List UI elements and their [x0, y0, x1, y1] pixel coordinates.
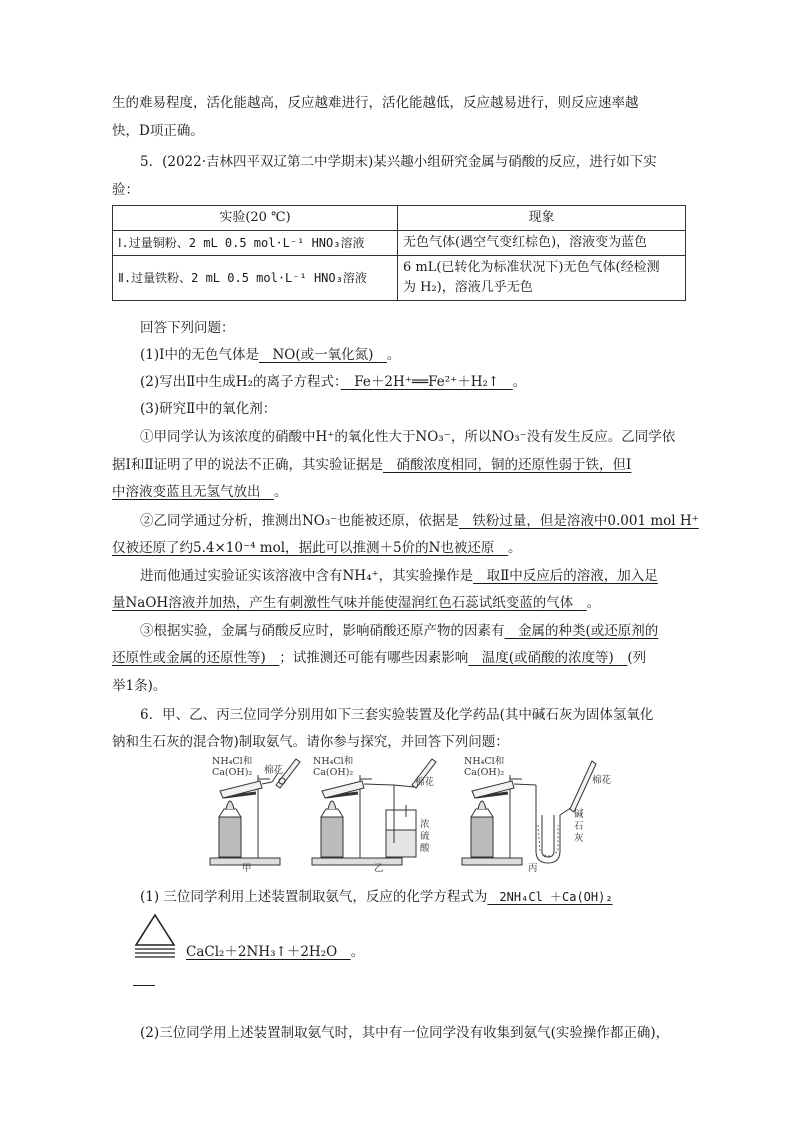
fig-label: 浓 — [420, 819, 430, 830]
table-row — [113, 256, 686, 301]
q5-c1-answer-cont: 中溶液变蓝且无氢气放出 — [112, 484, 274, 500]
fig-label: NH₄Cl和 — [464, 756, 505, 767]
q5-c2-answer2: 取Ⅱ中反应后的溶液，加入足 — [473, 568, 658, 584]
q5-c2-text2: 进而他通过实验证实该溶液中含有NH₄⁺，其实验操作是 — [140, 568, 474, 584]
q5-c2-end: 。 — [507, 540, 522, 556]
q5-sub3: (3)研究Ⅱ中的氧化剂： — [140, 401, 277, 417]
table-cell-line: 为 H₂)，溶液几乎无色 — [403, 280, 533, 295]
q6-stem-line-1: 6．甲、乙、丙三位同学分别用如下三套实验装置及化学药品(其中碱石灰为固体氢氧化 — [140, 707, 654, 723]
fig-label: 酸 — [420, 843, 430, 854]
q5-c1-line-3 — [112, 482, 288, 502]
q6-sub1-line-1 — [140, 887, 613, 907]
fig-label-bing: 丙 — [528, 863, 538, 873]
q5-c3-line-2 — [112, 648, 646, 668]
fig-label: 棉花 — [415, 777, 435, 788]
q5-c3-answer2: 温度(或硝酸的浓度等) — [468, 650, 628, 666]
table-cell — [398, 256, 686, 301]
table-cell-line: 6 mL(已转化为标准状况下)无色气体(经检测 — [403, 260, 660, 275]
q6-sub1-line-2 — [186, 942, 364, 962]
table-cell: 无色气体(遇空气变红棕色)，溶液变为蓝色 — [398, 231, 686, 256]
fig-label: 灰 — [574, 833, 584, 844]
short-rule — [133, 985, 155, 986]
table-cell: Ⅰ.过量铜粉、2 mL 0.5 mol·L⁻¹ HNO₃溶液 — [113, 231, 398, 256]
q6-sub1-text: (1) 三位同学利用上述装置制取氨气，反应的化学方程式为 — [140, 889, 488, 905]
table-header-row — [113, 206, 686, 231]
table-cell: Ⅱ.过量铁粉、2 mL 0.5 mol·L⁻¹ HNO₃溶液 — [113, 256, 398, 301]
q5-c2-answer2-cont: 量NaOH溶液并加热，产生有刺激性气味并能使湿润红色石蕊试纸变蓝的气体 — [112, 595, 587, 611]
fig-label: 棉花 — [264, 765, 284, 776]
q5-c3-text3: (列 — [627, 650, 647, 666]
q5-stem-line-1: 5．(2022·吉林四平双辽第二中学期末)某兴趣小组研究金属与硝酸的反应，进行如下实 — [140, 154, 657, 170]
q5-c1-line-1: ①甲同学认为该浓度的硝酸中H⁺的氧化性大于NO₃⁻，所以NO₃⁻没有发生反应。乙同学依 — [140, 429, 676, 445]
fig-label-yi: 乙 — [374, 863, 384, 873]
table-header-experiment: 实验(20 ℃) — [113, 206, 398, 231]
q5-c2-answer: 铁粉过量，但是溶液中0.001 mol H⁺ — [458, 513, 699, 529]
q6-sub1-answer: 2NH₄Cl ＋Ca(OH)₂ — [487, 890, 613, 904]
q5-sub2 — [140, 372, 526, 392]
q5-c2-line-1 — [140, 511, 699, 531]
q5-c2-answer-cont: 仅被还原了约5.4×10⁻⁴ mol，据此可以推测＋5价的N也被还原 — [112, 540, 508, 556]
q5-c3-text2: ；试推测还可能有哪些因素影响 — [279, 650, 469, 666]
q5-c3-answer-cont: 还原性或金属的还原性等) — [112, 650, 280, 666]
q6-sub1-answer-cont: CaCl₂＋2NH₃↑＋2H₂O — [186, 944, 351, 960]
experiment-table — [112, 205, 686, 301]
q5-c2-end2: 。 — [586, 595, 601, 611]
q5-sub2-text: (2)写出Ⅱ中生成H₂的离子方程式： — [140, 374, 341, 390]
q5-sub1-end: 。 — [386, 347, 401, 363]
fig-label: NH₄Cl和 — [313, 756, 354, 767]
intro-line-1: 生的难易程度，活化能越高，反应越难进行，活化能越低，反应越易进行，则反应速率越 — [112, 95, 639, 111]
q5-c2-line-3 — [140, 566, 658, 586]
fig-label: NH₄Cl和 — [212, 756, 253, 767]
q5-c1-end: 。 — [274, 484, 288, 500]
fig-label: Ca(OH)₂ — [464, 767, 505, 778]
table-header-phenomenon: 现象 — [398, 206, 686, 231]
apparatus-figure — [200, 755, 620, 873]
q5-c3-line-3: 举1条)。 — [112, 678, 167, 694]
q5-c1-line-2 — [112, 455, 631, 475]
q6-sub1-end: 。 — [350, 944, 365, 960]
fig-label: Ca(OH)₂ — [212, 767, 253, 778]
table-row — [113, 231, 686, 256]
q5-sub1 — [140, 345, 400, 365]
q5-c3-answer: 金属的种类(或还原剂的 — [504, 623, 659, 639]
q6-sub2: (2)三位同学用上述装置制取氨气时，其中有一位同学没有收集到氨气(实验操作都正确)， — [140, 1025, 670, 1041]
q5-c3-line-1 — [140, 621, 658, 641]
fig-label: Ca(OH)₂ — [313, 767, 354, 778]
fig-label-jia: 甲 — [242, 863, 252, 873]
q5-c3-text: ③根据实验，金属与硝酸反应时，影响硝酸还原产物的因素有 — [140, 623, 505, 639]
heating-triangle-icon — [133, 912, 179, 958]
q5-sub2-answer: Fe＋2H⁺══Fe²⁺＋H₂↑ — [340, 374, 513, 390]
fig-label: 石 — [574, 821, 584, 832]
q5-c2-line-2 — [112, 538, 521, 558]
q5-c2-text: ②乙同学通过分析，推测出NO₃⁻也能被还原，依据是 — [140, 513, 459, 529]
q5-c2-line-4 — [112, 593, 600, 613]
answer-intro: 回答下列问题： — [140, 320, 235, 336]
q5-c1-text: 据Ⅰ和Ⅱ证明了甲的说法不正确，其实验证据是 — [112, 457, 384, 473]
q5-sub2-end: 。 — [512, 374, 527, 390]
intro-line-2: 快，D项正确。 — [112, 123, 204, 139]
q5-c1-answer: 硝酸浓度相同，铜的还原性弱于铁，但Ⅰ — [383, 457, 632, 473]
fig-label: 碱 — [574, 809, 584, 820]
q5-stem-line-2: 验： — [112, 182, 139, 198]
q6-stem-line-2: 钠和生石灰的混合物)制取氨气。请你参与探究，并回答下列问题： — [112, 734, 509, 750]
fig-label: 硫 — [420, 831, 430, 842]
q5-sub1-text: (1)Ⅰ中的无色气体是 — [140, 347, 259, 363]
q5-sub1-answer: NO(或一氧化氮) — [258, 347, 387, 363]
fig-label: 棉花 — [592, 775, 612, 786]
